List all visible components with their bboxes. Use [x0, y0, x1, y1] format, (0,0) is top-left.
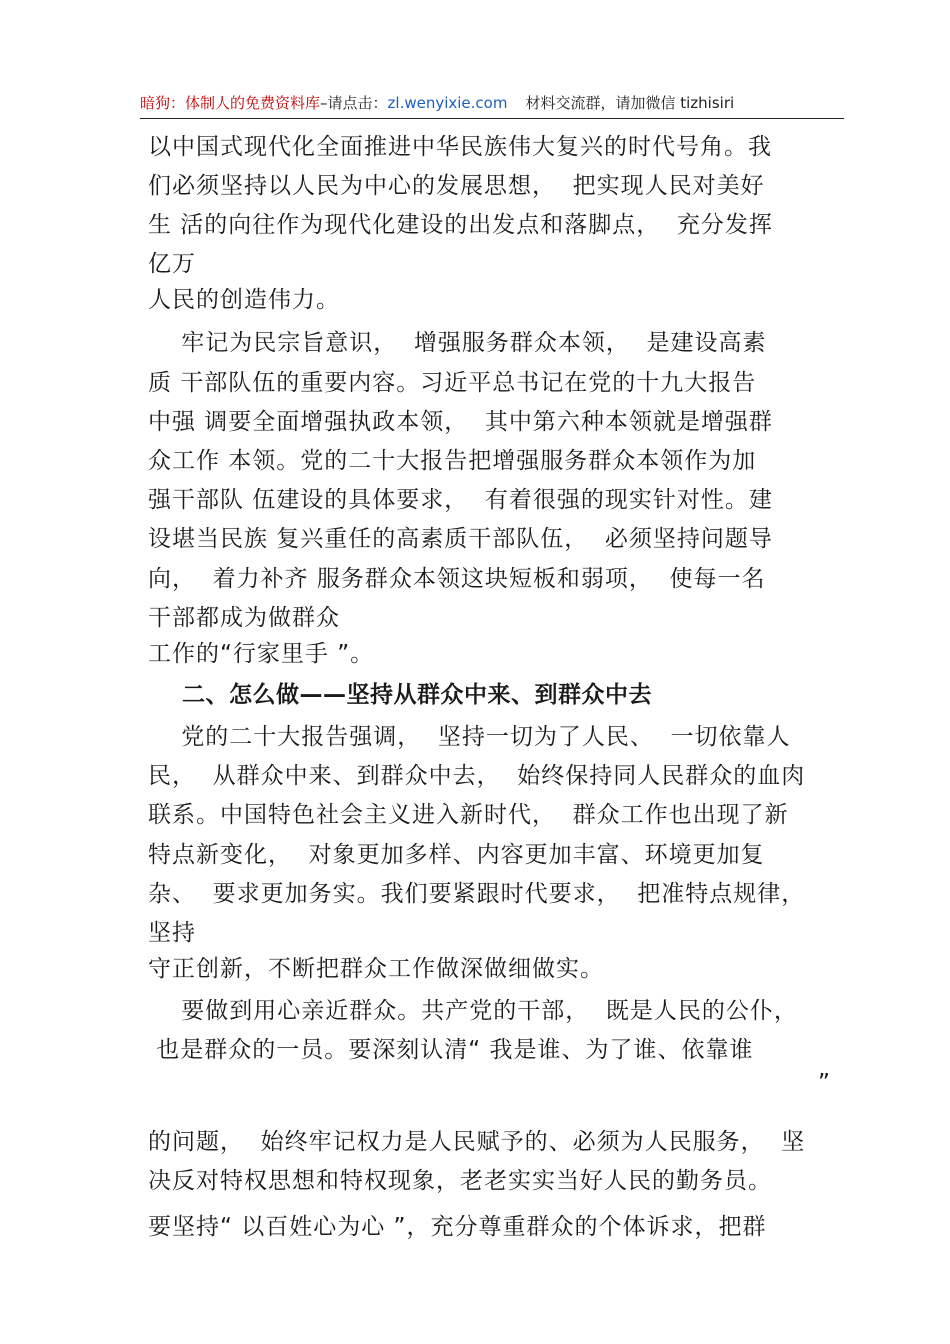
- text-line: ”: [818, 1070, 831, 1096]
- text-line: 守正创新，不断把群众工作做深做细做实。: [148, 956, 604, 982]
- text-line: 也是群众的一员。要深刻认清“ 我是谁、为了谁、依靠谁: [148, 1037, 754, 1063]
- site-link[interactable]: zl.wenyixie.com: [387, 94, 508, 112]
- text-line: 强干部队 伍建设的具体要求， 有着很强的现实针对性。建: [148, 487, 773, 513]
- text-line: 亿万: [148, 251, 196, 277]
- section-heading: 二、怎么做——坚持从群众中来、到群众中去: [148, 682, 653, 708]
- page-header: [140, 88, 844, 119]
- text-line: 民， 从群众中来、到群众中去， 始终保持同人民群众的血肉: [148, 763, 806, 789]
- text-line: 们必须坚持以人民为中心的发展思想， 把实现人民对美好: [148, 173, 765, 199]
- text-line: 工作的“行家里手 ”。: [148, 641, 375, 667]
- text-line: 联系。中国特色社会主义进入新时代， 群众工作也出现了新: [148, 802, 789, 828]
- text-line: 要坚持“ 以百姓心为心 ”，充分尊重群众的个体诉求，把群: [148, 1214, 767, 1240]
- text-line: 特点新变化， 对象更加多样、内容更加丰富、环境更加复: [148, 842, 765, 868]
- text-line: 以中国式现代化全面推进中华民族伟大复兴的时代号角。我: [148, 134, 772, 160]
- text-line: 干部都成为做群众: [148, 605, 340, 631]
- text-line: 生 活的向往作为现代化建设的出发点和落脚点， 充分发挥: [148, 212, 773, 238]
- text-line: 向， 着力补齐 服务群众本领这块短板和弱项， 使每一名: [148, 566, 766, 592]
- text-line: 人民的创造伟力。: [148, 287, 340, 313]
- wechat-note: 材料交流群，请加微信 tizhisiri: [525, 94, 735, 112]
- text-line: 中强 调要全面增强执政本领， 其中第六种本领就是增强群: [148, 409, 773, 435]
- text-line: 牢记为民宗旨意识， 增强服务群众本领， 是建设高素: [148, 330, 767, 356]
- site-name: 暗狗：体制人的免费资料库: [140, 94, 321, 112]
- click-prompt: –请点击：: [320, 94, 388, 112]
- text-line: 党的二十大报告强调， 坚持一切为了人民、 一切依靠人: [148, 724, 791, 750]
- text-line: 众工作 本领。党的二十大报告把增强服务群众本领作为加: [148, 448, 757, 474]
- text-line: 杂、 要求更加务实。我们要紧跟时代要求， 把准特点规律，: [148, 881, 806, 907]
- text-line: 的问题， 始终牢记权力是人民赋予的、必须为人民服务， 坚: [148, 1129, 806, 1155]
- text-line: 决反对特权思想和特权现象，老老实实当好人民的勤务员。: [148, 1168, 772, 1194]
- text-line: 要做到用心亲近群众。共产党的干部， 既是人民的公仆，: [148, 998, 798, 1024]
- text-line: 坚持: [148, 920, 196, 946]
- text-line: 设堪当民族 复兴重任的高素质干部队伍， 必须坚持问题导: [148, 526, 773, 552]
- text-line: 质 干部队伍的重要内容。习近平总书记在党的十九大报告: [148, 370, 757, 396]
